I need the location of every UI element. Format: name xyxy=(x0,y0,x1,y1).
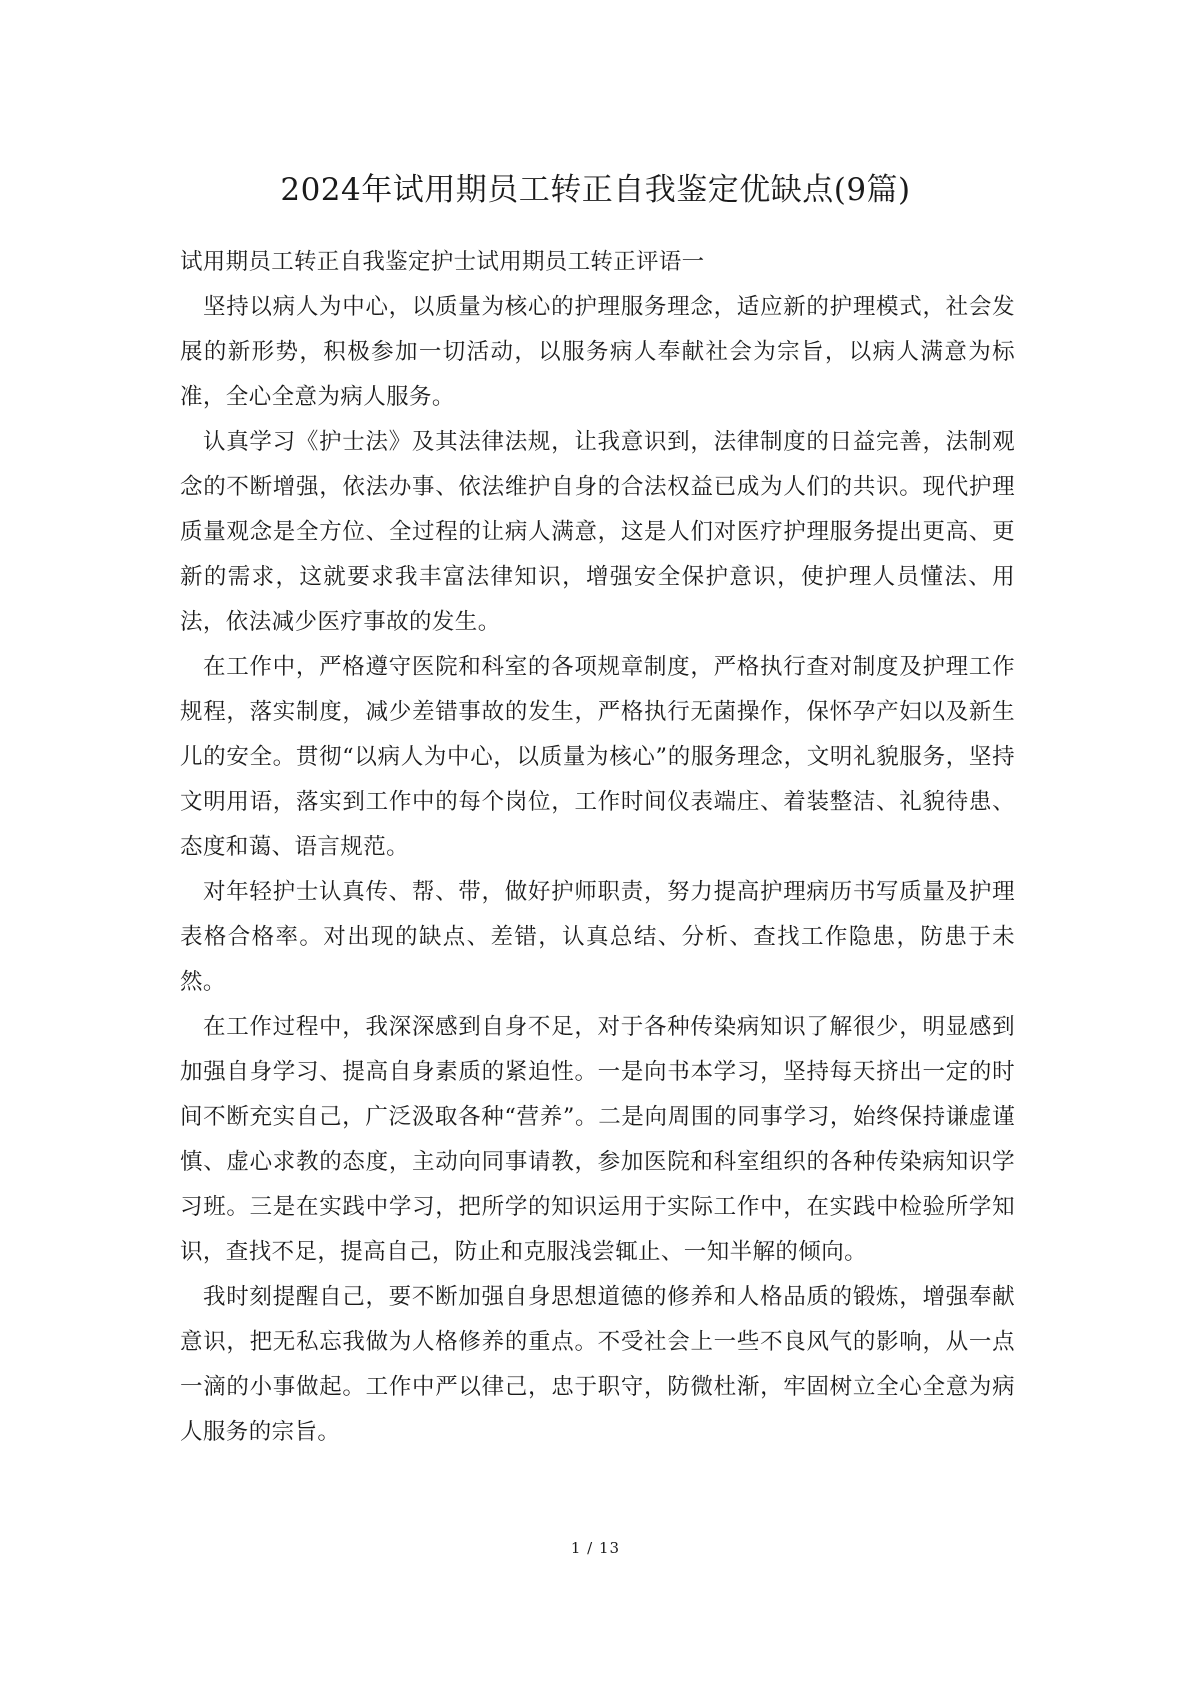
paragraph-6: 我时刻提醒自己，要不断加强自身思想道德的修养和人格品质的锻炼，增强奉献意识，把无私忘我做为人格修养的重点。不受社会上一些不良风气的影响，从一点一滴的小事做起。工作中严以律己，忠于职守，防微杜渐，牢固树立全心全意为病人服务的宗旨。 xyxy=(180,1284,1015,1445)
page-number: 1 / 13 xyxy=(570,1539,621,1557)
paragraph-5: 在工作过程中，我深深感到自身不足，对于各种传染病知识了解很少，明显感到加强自身学习、提高自身素质的紧迫性。一是向书本学习，坚持每天挤出一定的时间不断充实自己，广泛汲取各种“营养”。二是向周围的同事学习，始终保持谦虚谨慎、虚心求教的态度，主动向同事请教，参加医院和科室组织的各种传染病知识学习班。三是在实践中学习，把所学的知识运用于实际工作中，在实践中检验所学知识，查找不足，提高自己，防止和克服浅尝辄止、一知半解的倾向。 xyxy=(180,1014,1015,1265)
paragraph-4: 对年轻护士认真传、帮、带，做好护师职责，努力提高护理病历书写质量及护理表格合格率。对出现的缺点、差错，认真总结、分析、查找工作隐患，防患于未然。 xyxy=(180,879,1015,995)
paragraph-1: 坚持以病人为中心，以质量为核心的护理服务理念，适应新的护理模式，社会发展的新形势，积极参加一切活动，以服务病人奉献社会为宗旨，以病人满意为标准，全心全意为病人服务。 xyxy=(180,294,1015,410)
section-subheading: 试用期员工转正自我鉴定护士试用期员工转正评语一 xyxy=(180,249,705,275)
document-title: 2024年试用期员工转正自我鉴定优缺点(9篇) xyxy=(280,172,911,208)
paragraph-3: 在工作中，严格遵守医院和科室的各项规章制度，严格执行查对制度及护理工作规程，落实制度，减少差错事故的发生，严格执行无菌操作，保怀孕产妇以及新生儿的安全。贯彻“以病人为中心，以质量为核心”的服务理念，文明礼貌服务，坚持文明用语，落实到工作中的每个岗位，工作时间仪表端庄、着装整洁、礼貌待患、态度和蔼、语言规范。 xyxy=(180,654,1015,860)
document-body xyxy=(180,240,1015,1455)
paragraph-2: 认真学习《护士法》及其法律法规，让我意识到，法律制度的日益完善，法制观念的不断增强，依法办事、依法维护自身的合法权益已成为人们的共识。现代护理质量观念是全方位、全过程的让病人满意，这是人们对医疗护理服务提出更高、更新的需求，这就要求我丰富法律知识，增强安全保护意识，使护理人员懂法、用法，依法减少医疗事故的发生。 xyxy=(180,429,1015,635)
